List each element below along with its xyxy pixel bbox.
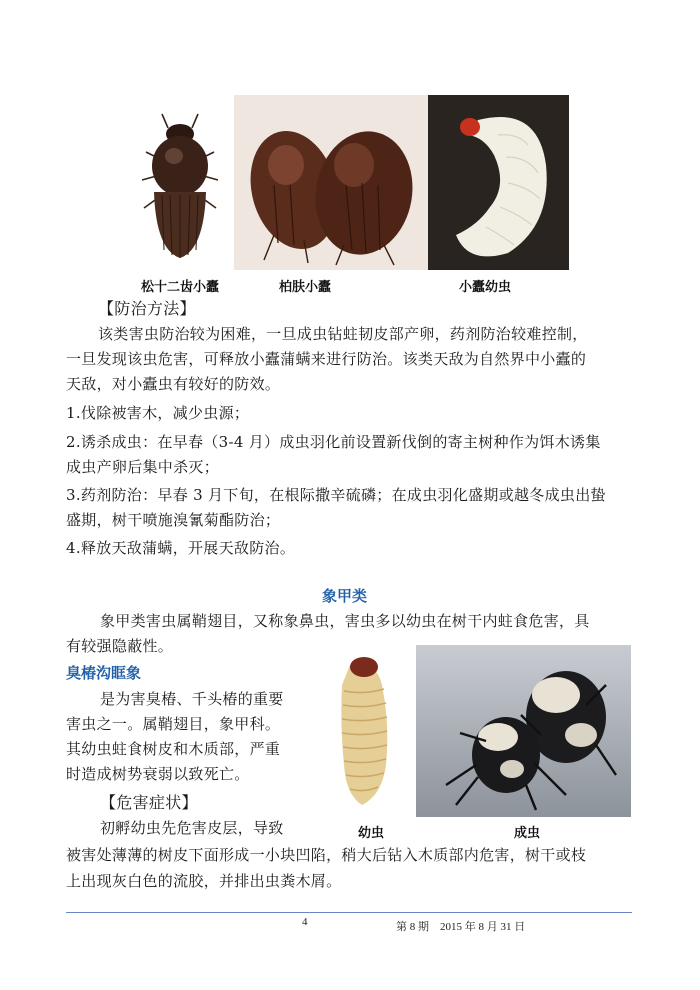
list-item-continuation: 成虫产卵后集中杀灭； (66, 458, 220, 476)
paragraph-line: 一旦发现该虫危害，可释放小蠹蒲螨来进行防治。该类天敌为自然界中小蠹的 (66, 350, 587, 368)
caption-weevil-larva: 幼虫 (357, 826, 384, 841)
photo-cypress-bark-beetle (234, 95, 429, 270)
list-item: 1.伐除被害木，减少虫源； (66, 404, 250, 422)
paragraph-line: 时造成树势衰弱以致死亡。 (66, 765, 250, 783)
caption-bark-beetle-adult: 松十二齿小蠹 (140, 280, 219, 295)
photo-weevil-larva (312, 645, 415, 817)
paragraph-line: 被害处薄薄的树皮下面形成一小块凹陷，稍大后钻入木质部内危害，树干或枝 (66, 846, 587, 864)
paragraph-line: 天敌，对小蠹虫有较好的防效。 (66, 375, 281, 393)
paragraph-line: 是为害臭椿、千头椿的重要 (100, 690, 284, 708)
caption-weevil-adult: 成虫 (513, 826, 540, 841)
photo-weevil-adult (416, 645, 631, 817)
paragraph-line: 象甲类害虫属鞘翅目，又称象鼻虫，害虫多以幼虫在树干内蛀食危害，具 (100, 612, 590, 630)
list-item-continuation: 盛期，树干喷施溴氰菊酯防治； (66, 511, 281, 529)
photo-bark-beetle-adult (132, 100, 228, 268)
section-title-weevils: 象甲类 (322, 587, 368, 605)
footer-divider (66, 912, 632, 913)
list-item: 4.释放天敌蒲螨，开展天敌防治。 (66, 539, 296, 557)
paragraph-line: 有较强隐蔽性。 (66, 637, 174, 655)
section-heading-control-methods: 【防治方法】 (98, 299, 196, 318)
paragraph-line: 上出现灰白色的流胶，并排出虫粪木屑。 (66, 872, 342, 890)
caption-bark-beetle-larva: 小蠹幼虫 (458, 280, 511, 295)
photo-bark-beetle-larva (428, 95, 569, 270)
paragraph-line: 其幼虫蛀食树皮和木质部，严重 (66, 740, 281, 758)
caption-cypress-bark-beetle: 柏肤小蠹 (278, 280, 331, 295)
section-heading-damage-symptoms: 【危害症状】 (100, 793, 198, 812)
subtitle-eucryptorrhynchus: 臭椿沟眶象 (66, 664, 142, 682)
issue-date: 第 8 期 2015 年 8 月 31 日 (396, 921, 526, 933)
paragraph-line: 初孵幼虫先危害皮层，导致 (100, 819, 284, 837)
paragraph-line: 该类害虫防治较为困难，一旦成虫钻蛀韧皮部产卵，药剂防治较难控制， (98, 325, 588, 343)
paragraph-line: 害虫之一。属鞘翅目，象甲科。 (66, 715, 281, 733)
page-number: 4 (302, 916, 308, 928)
list-item: 3.药剂防治：早春 3 月下旬，在根际撒辛硫磷；在成虫羽化盛期或越冬成虫出蛰 (66, 486, 606, 504)
list-item: 2.诱杀成虫：在早春（3-4 月）成虫羽化前设置新伐倒的寄主树种作为饵木诱集 (66, 433, 601, 451)
